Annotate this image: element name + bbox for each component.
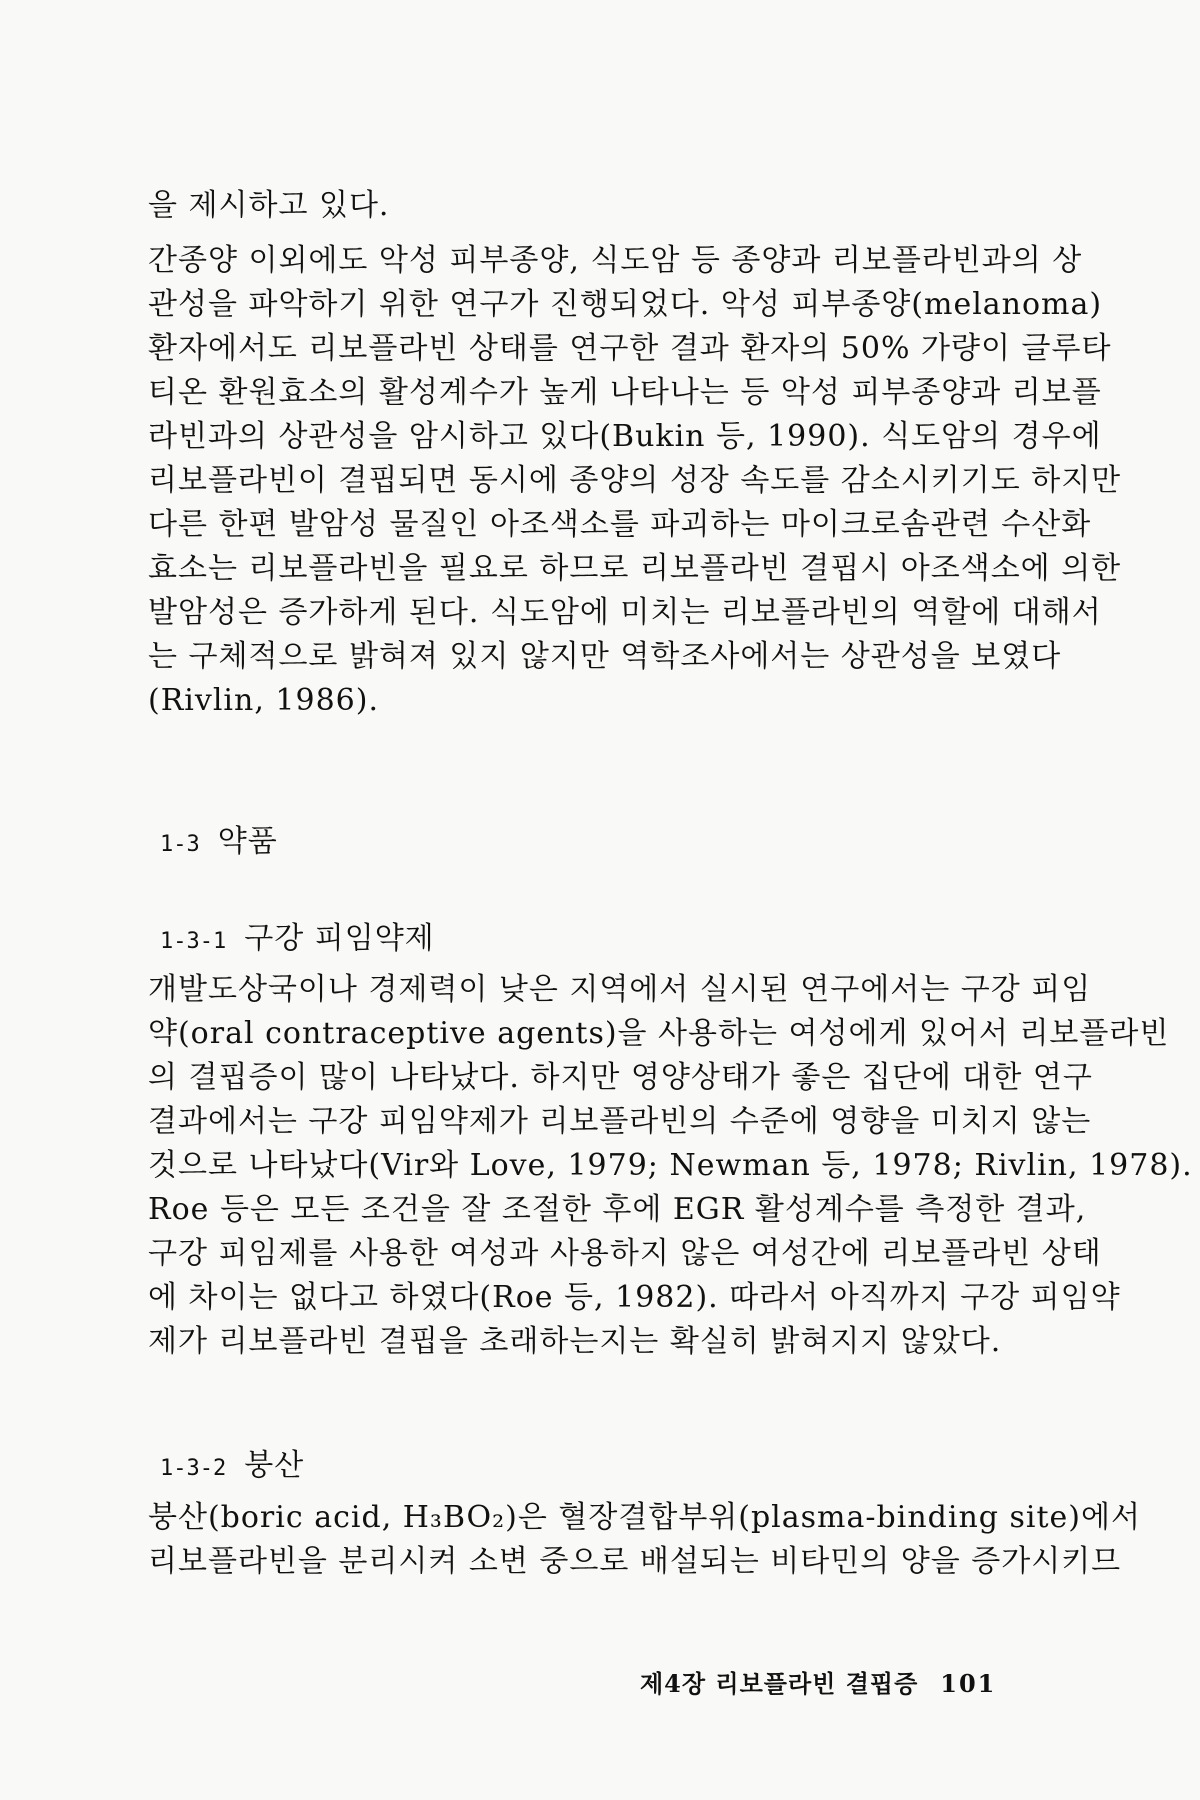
subsection-number: 1-3-1: [160, 929, 227, 954]
subsection-number: 1-3-2: [160, 1456, 227, 1481]
text-line: 제가 리보플라빈 결핍을 초래하는지는 확실히 밝혀지지 않았다.: [148, 1324, 1002, 1359]
section-number: 1-3: [160, 832, 200, 857]
text-line: 효소는 리보플라빈을 필요로 하므로 리보플라빈 결핍시 아조색소에 의한: [148, 551, 1122, 586]
page-number: 101: [940, 1669, 997, 1698]
subsection-title: 붕산: [244, 1448, 305, 1483]
section-title: 약품: [217, 824, 278, 859]
text-line: 티온 환원효소의 활성계수가 높게 나타나는 등 악성 피부종양과 리보플: [148, 375, 1102, 410]
text-line: 붕산(boric acid, H₃BO₂)은 혈장결합부위(plasma-binding site)에서: [148, 1500, 1141, 1535]
text-line: (Rivlin, 1986).: [148, 683, 380, 718]
text-line: 개발도상국이나 경제력이 낮은 지역에서 실시된 연구에서는 구강 피임: [148, 972, 1092, 1007]
text-line: 발암성은 증가하게 된다. 식도암에 미치는 리보플라빈의 역할에 대해서: [148, 595, 1102, 630]
text-line: 라빈과의 상관성을 암시하고 있다(Bukin 등, 1990). 식도암의 경우에: [148, 419, 1102, 454]
text-line: 다른 한편 발암성 물질인 아조색소를 파괴하는 마이크로솜관련 수산화: [148, 507, 1092, 542]
page-footer: [640, 1664, 1040, 1699]
chapter-title: 제4장 리보플라빈 결핍증: [640, 1669, 919, 1698]
text-line: 환자에서도 리보플라빈 상태를 연구한 결과 환자의 50% 가량이 글루타: [148, 331, 1112, 366]
subsection-heading: [160, 1444, 304, 1491]
text-line: 것으로 나타났다(Vir와 Love, 1979; Newman 등, 1978; Rivlin, 1978).: [148, 1148, 1193, 1183]
text-line: 약(oral contraceptive agents)을 사용하는 여성에게 있어서 리보플라빈: [148, 1016, 1170, 1051]
text-line: 간종양 이외에도 악성 피부종양, 식도암 등 종양과 리보플라빈과의 상: [148, 243, 1083, 278]
section-heading: [160, 820, 278, 867]
subsection-heading: [160, 917, 435, 964]
text-line: 구강 피임제를 사용한 여성과 사용하지 않은 여성간에 리보플라빈 상태: [148, 1236, 1102, 1271]
text-line: 에 차이는 없다고 하였다(Roe 등, 1982). 따라서 아직까지 구강 피임약: [148, 1280, 1121, 1315]
subsection-title: 구강 피임약제: [244, 921, 435, 956]
text-line: 의 결핍증이 많이 나타났다. 하지만 영양상태가 좋은 집단에 대한 연구: [148, 1060, 1093, 1095]
text-line: Roe 등은 모든 조건을 잘 조절한 후에 EGR 활성계수를 측정한 결과,: [148, 1192, 1087, 1227]
text-line: 는 구체적으로 밝혀져 있지 않지만 역학조사에서는 상관성을 보였다: [148, 639, 1062, 674]
text-line: 관성을 파악하기 위한 연구가 진행되었다. 악성 피부종양(melanoma): [148, 287, 1103, 322]
text-line: 리보플라빈을 분리시켜 소변 중으로 배설되는 비타민의 양을 증가시키므: [148, 1544, 1122, 1579]
text-line: 리보플라빈이 결핍되면 동시에 종양의 성장 속도를 감소시키기도 하지만: [148, 463, 1122, 498]
text-line: 결과에서는 구강 피임약제가 리보플라빈의 수준에 영향을 미치지 않는: [148, 1104, 1092, 1139]
text-line: 을 제시하고 있다.: [148, 188, 390, 223]
